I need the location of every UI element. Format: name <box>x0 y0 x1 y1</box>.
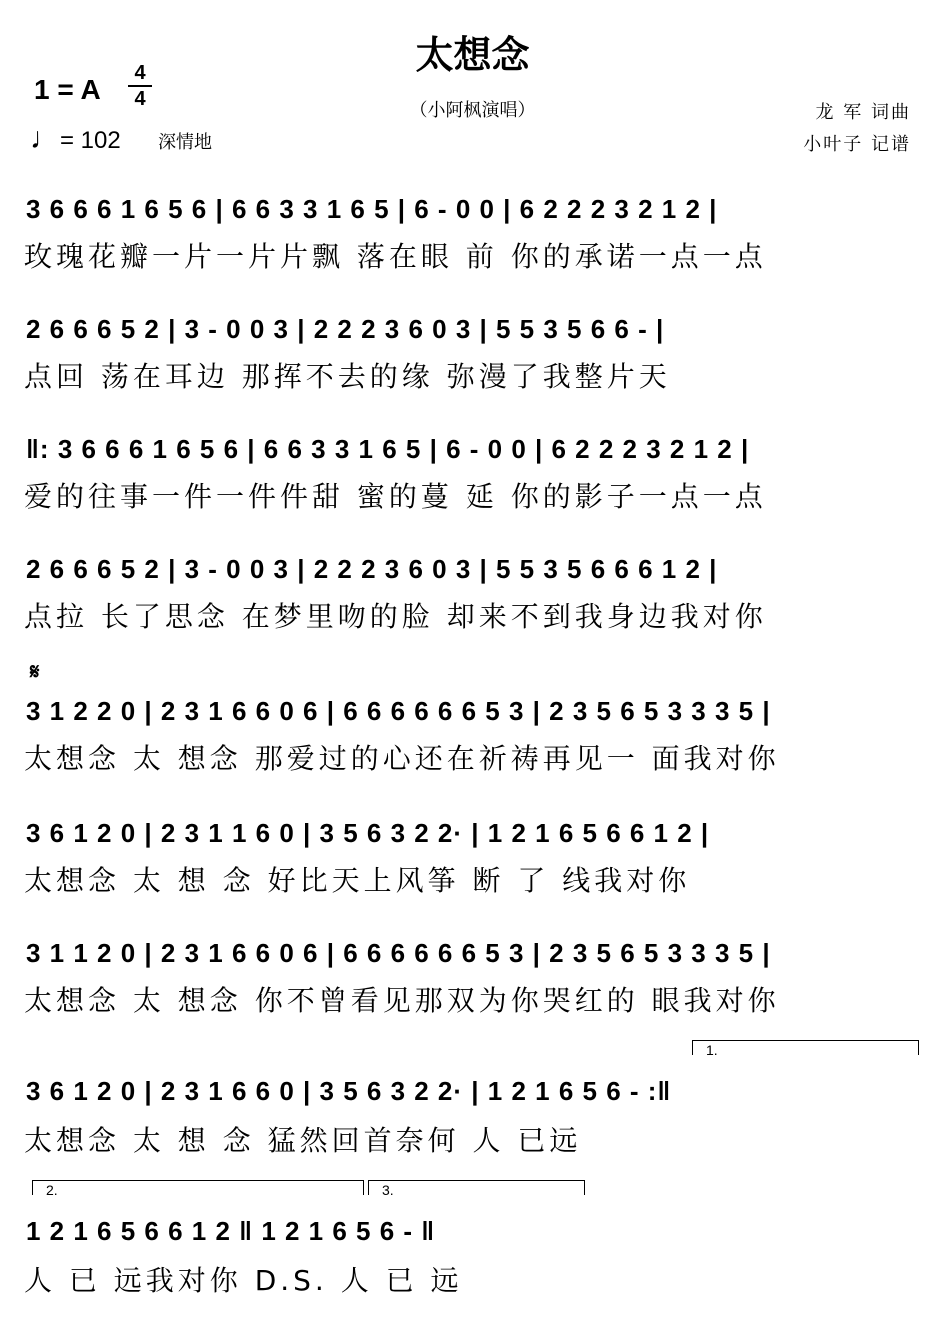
quarter-note-icon: ♩ <box>30 122 60 155</box>
notation-line-2: 2 6 6 6 5 2 | 3 - 0 0 3 | 2 2 2 3 6 0 3 | 5 5 3 5 6 6 - | <box>26 314 665 344</box>
time-signature-bottom: 4 <box>134 88 146 110</box>
transcriber-credit: 小叶子 记谱 <box>803 134 911 155</box>
lyrics-line-8: 太想念 太 想 念 猛然回首奈何 人 已远 <box>24 1124 582 1157</box>
tempo-value: = 102 <box>60 127 121 154</box>
notation-line-9: 1 2 1 6 5 6 6 1 2 ‖ 1 2 1 6 5 6 - ‖ <box>26 1216 436 1246</box>
lyrics-line-7: 太想念 太 想念 你不曾看见那双为你哭红的 眼我对你 <box>24 984 780 1017</box>
lyrics-line-4: 点拉 长了思念 在梦里吻的脸 却来不到我身边我对你 <box>24 600 767 633</box>
second-ending-label: 2. <box>46 1182 58 1198</box>
notation-line-4: 2 6 6 6 5 2 | 3 - 0 0 3 | 2 2 2 3 6 0 3 | 5 5 3 5 6 6 6 1 2 | <box>26 554 718 584</box>
first-ending-label: 1. <box>706 1042 718 1058</box>
notation-line-1: 3 6 6 6 1 6 5 6 | 6 6 3 3 1 6 5 | 6 - 0 0 | 6 2 2 2 3 2 1 2 | <box>26 194 718 224</box>
notation-line-8: 3 6 1 2 0 | 2 3 1 6 6 0 | 3 5 6 3 2 2· | 1 2 1 6 5 6 - :‖ <box>26 1076 672 1106</box>
lyrics-line-2: 点回 荡在耳边 那挥不去的缘 弥漫了我整片天 <box>24 360 671 393</box>
time-signature-top: 4 <box>134 62 146 84</box>
second-ending-bracket <box>32 1180 364 1195</box>
segno-sign: 𝄋 <box>30 660 40 685</box>
key-signature: 1 = A <box>34 74 101 105</box>
third-ending-bracket <box>368 1180 585 1195</box>
time-signature <box>128 62 152 110</box>
lyrics-line-6: 太想念 太 想 念 好比天上风筝 断 了 线我对你 <box>24 864 691 897</box>
singer-credit: （小阿枫演唱） <box>409 100 536 121</box>
expression-marking: 深情地 <box>158 132 212 153</box>
notation-line-3: ‖: 3 6 6 6 1 6 5 6 | 6 6 3 3 1 6 5 | 6 - 0 0 | 6 2 2 2 3 2 1 2 | <box>26 434 750 464</box>
third-ending-label: 3. <box>382 1182 394 1198</box>
lyrics-line-3: 爱的往事一件一件件甜 蜜的蔓 延 你的影子一点一点 <box>24 480 767 513</box>
first-ending-bracket <box>692 1040 919 1055</box>
lyrics-line-5: 太想念 太 想念 那爱过的心还在祈祷再见一 面我对你 <box>24 742 780 775</box>
time-signature-divider <box>128 85 152 87</box>
song-title: 太想念 <box>415 33 530 77</box>
lyrics-music-credit: 龙 军 词曲 <box>815 102 911 123</box>
notation-line-6: 3 6 1 2 0 | 2 3 1 1 6 0 | 3 5 6 3 2 2· | 1 2 1 6 5 6 6 1 2 | <box>26 818 710 848</box>
tempo-marking <box>30 122 121 156</box>
notation-line-5: 3 1 2 2 0 | 2 3 1 6 6 0 6 | 6 6 6 6 6 6 5 3 | 2 3 5 6 5 3 3 3 5 | <box>26 696 771 726</box>
lyrics-line-9: 人 已 远我对你 D.S. 人 已 远 <box>24 1264 463 1297</box>
notation-line-7: 3 1 1 2 0 | 2 3 1 6 6 0 6 | 6 6 6 6 6 6 5 3 | 2 3 5 6 5 3 3 3 5 | <box>26 938 771 968</box>
lyrics-line-1: 玫瑰花瓣一片一片片飘 落在眼 前 你的承诺一点一点 <box>24 240 767 273</box>
